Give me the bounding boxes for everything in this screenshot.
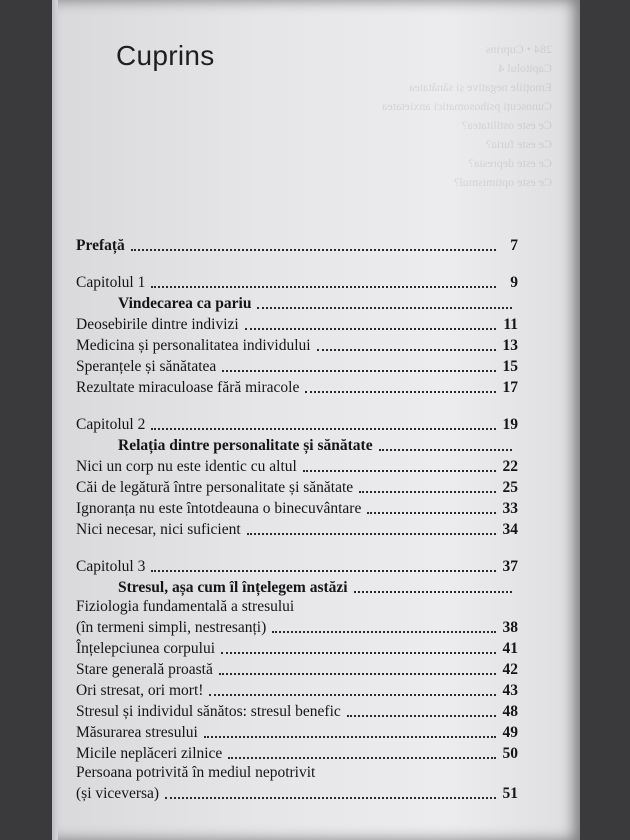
dot-leader xyxy=(379,449,512,451)
toc-entry-text: Nici necesar, nici suficient xyxy=(76,521,241,538)
toc-entry-row xyxy=(76,476,518,497)
toc-entry-row xyxy=(76,616,518,637)
toc-entry-text: Nici un corp nu este identic cu altul xyxy=(76,458,297,475)
page-number: 48 xyxy=(502,703,518,720)
ghost-line: Cunoscuți psihosomatici anxietatea xyxy=(382,99,552,113)
dot-leader xyxy=(151,428,496,430)
page-number: 34 xyxy=(502,521,518,538)
toc-entry-text: (și viceversa) xyxy=(76,785,160,802)
toc-section-title xyxy=(76,576,518,597)
ghost-line: Ce este ostilitatea? xyxy=(462,118,552,132)
page-number: 49 xyxy=(502,724,518,741)
dot-leader xyxy=(204,736,496,738)
page-number: 38 xyxy=(502,619,518,636)
page-number: 41 xyxy=(502,640,518,657)
toc-entry-text: Deosebirile dintre indivizi xyxy=(76,316,239,333)
toc-entry-row xyxy=(76,355,518,376)
toc-entry-text: Căi de legătură între personalitate și sănătate xyxy=(76,479,354,496)
page-number: 42 xyxy=(502,661,518,678)
page-number: 9 xyxy=(510,274,518,291)
page-number: 25 xyxy=(502,479,518,496)
toc-entry-line xyxy=(76,597,518,616)
dot-leader xyxy=(317,349,496,351)
dot-leader xyxy=(222,370,496,372)
dot-leader xyxy=(257,307,512,309)
page-number: 33 xyxy=(502,500,518,517)
ghost-line: 284 • Cuprins xyxy=(485,42,552,56)
dot-leader xyxy=(131,249,496,251)
toc-entry-row xyxy=(76,679,518,700)
dot-leader xyxy=(245,328,496,330)
page-number: 7 xyxy=(510,237,518,254)
toc-entry-line xyxy=(76,763,518,782)
dot-leader xyxy=(272,631,496,633)
table-of-contents xyxy=(76,234,518,803)
dot-leader xyxy=(305,391,496,393)
page-number: 13 xyxy=(502,337,518,354)
page-number: 37 xyxy=(502,558,518,575)
dot-leader xyxy=(209,694,496,696)
toc-entry-text: Vindecarea ca pariu xyxy=(118,295,252,312)
toc-entry-row xyxy=(76,637,518,658)
ghost-line: Ce este furia? xyxy=(486,137,552,151)
toc-entry-row xyxy=(76,658,518,679)
toc-entry-text: Relația dintre personalitate și sănătate xyxy=(118,437,373,454)
dot-leader xyxy=(219,673,496,675)
toc-entry-row xyxy=(76,497,518,518)
toc-entry-text: Prefață xyxy=(76,237,125,254)
ghost-line: Ce este optimismul? xyxy=(454,175,552,189)
toc-chapter-row xyxy=(76,413,518,434)
toc-entry-text: Medicina și personalitatea individului xyxy=(76,337,311,354)
toc-chapter-row xyxy=(76,555,518,576)
page-number: 11 xyxy=(503,316,518,333)
dot-leader xyxy=(151,570,496,572)
toc-gap xyxy=(76,397,518,413)
page-number: 22 xyxy=(502,458,518,475)
page-number: 19 xyxy=(502,416,518,433)
toc-entry-text: Ignoranța nu este întotdeauna o binecuvântare xyxy=(76,500,362,517)
page-title: Cuprins xyxy=(116,40,215,71)
dot-leader xyxy=(347,715,496,717)
ghost-line: Emoțiile negative și sănătatea xyxy=(409,80,552,94)
toc-entry-text: Înțelepciunea corpului xyxy=(76,640,216,657)
page-number: 15 xyxy=(502,358,518,375)
toc-entry-text: Fiziologia fundamentală a stresului xyxy=(76,598,295,615)
toc-entry-text: Capitolul 2 xyxy=(76,416,146,433)
page-number: 17 xyxy=(502,379,518,396)
book-page xyxy=(52,0,580,840)
toc-chapter-row xyxy=(76,234,518,255)
toc-entry-text: Persoana potrivită în mediul nepotrivit xyxy=(76,764,316,781)
page-number: 51 xyxy=(502,785,518,802)
ghost-line: Ce este depresia? xyxy=(468,156,552,170)
toc-entry-text: Speranțele și sănătatea xyxy=(76,358,217,375)
page-spine xyxy=(52,0,58,840)
toc-section-title xyxy=(76,292,518,313)
toc-section-title xyxy=(76,434,518,455)
toc-entry-row xyxy=(76,782,518,803)
toc-entry-row xyxy=(76,742,518,763)
toc-entry-row xyxy=(76,313,518,334)
dot-leader xyxy=(247,533,496,535)
toc-gap xyxy=(76,539,518,555)
ghost-line: Capitolul 4 xyxy=(498,61,552,75)
dot-leader xyxy=(228,757,496,759)
toc-entry-text: Capitolul 1 xyxy=(76,274,146,291)
page-number: 43 xyxy=(502,682,518,699)
toc-entry-row xyxy=(76,721,518,742)
toc-entry-text: Stresul și individul sănătos: stresul benefic xyxy=(76,703,341,720)
toc-entry-text: Micile neplăceri zilnice xyxy=(76,745,223,762)
toc-entry-row xyxy=(76,334,518,355)
toc-entry-row xyxy=(76,376,518,397)
toc-entry-text: Ori stresat, ori mort! xyxy=(76,682,204,699)
toc-chapter-row xyxy=(76,271,518,292)
toc-entry-text: Stresul, așa cum îl înțelegem astăzi xyxy=(118,579,348,596)
dot-leader xyxy=(165,797,496,799)
toc-entry-text: (în termeni simpli, nestresanți) xyxy=(76,619,267,636)
dot-leader xyxy=(151,286,496,288)
dot-leader xyxy=(303,470,496,472)
toc-entry-text: Măsurarea stresului xyxy=(76,724,198,741)
dot-leader xyxy=(359,491,496,493)
dot-leader xyxy=(367,512,496,514)
dot-leader xyxy=(354,591,512,593)
dot-leader xyxy=(221,652,496,654)
page-number: 50 xyxy=(502,745,518,762)
toc-gap xyxy=(76,255,518,271)
toc-entry-row xyxy=(76,700,518,721)
toc-entry-row xyxy=(76,518,518,539)
toc-entry-text: Stare generală proastă xyxy=(76,661,213,678)
toc-entry-row xyxy=(76,455,518,476)
toc-entry-text: Rezultate miraculoase fără miracole xyxy=(76,379,300,396)
toc-entry-text: Capitolul 3 xyxy=(76,558,146,575)
